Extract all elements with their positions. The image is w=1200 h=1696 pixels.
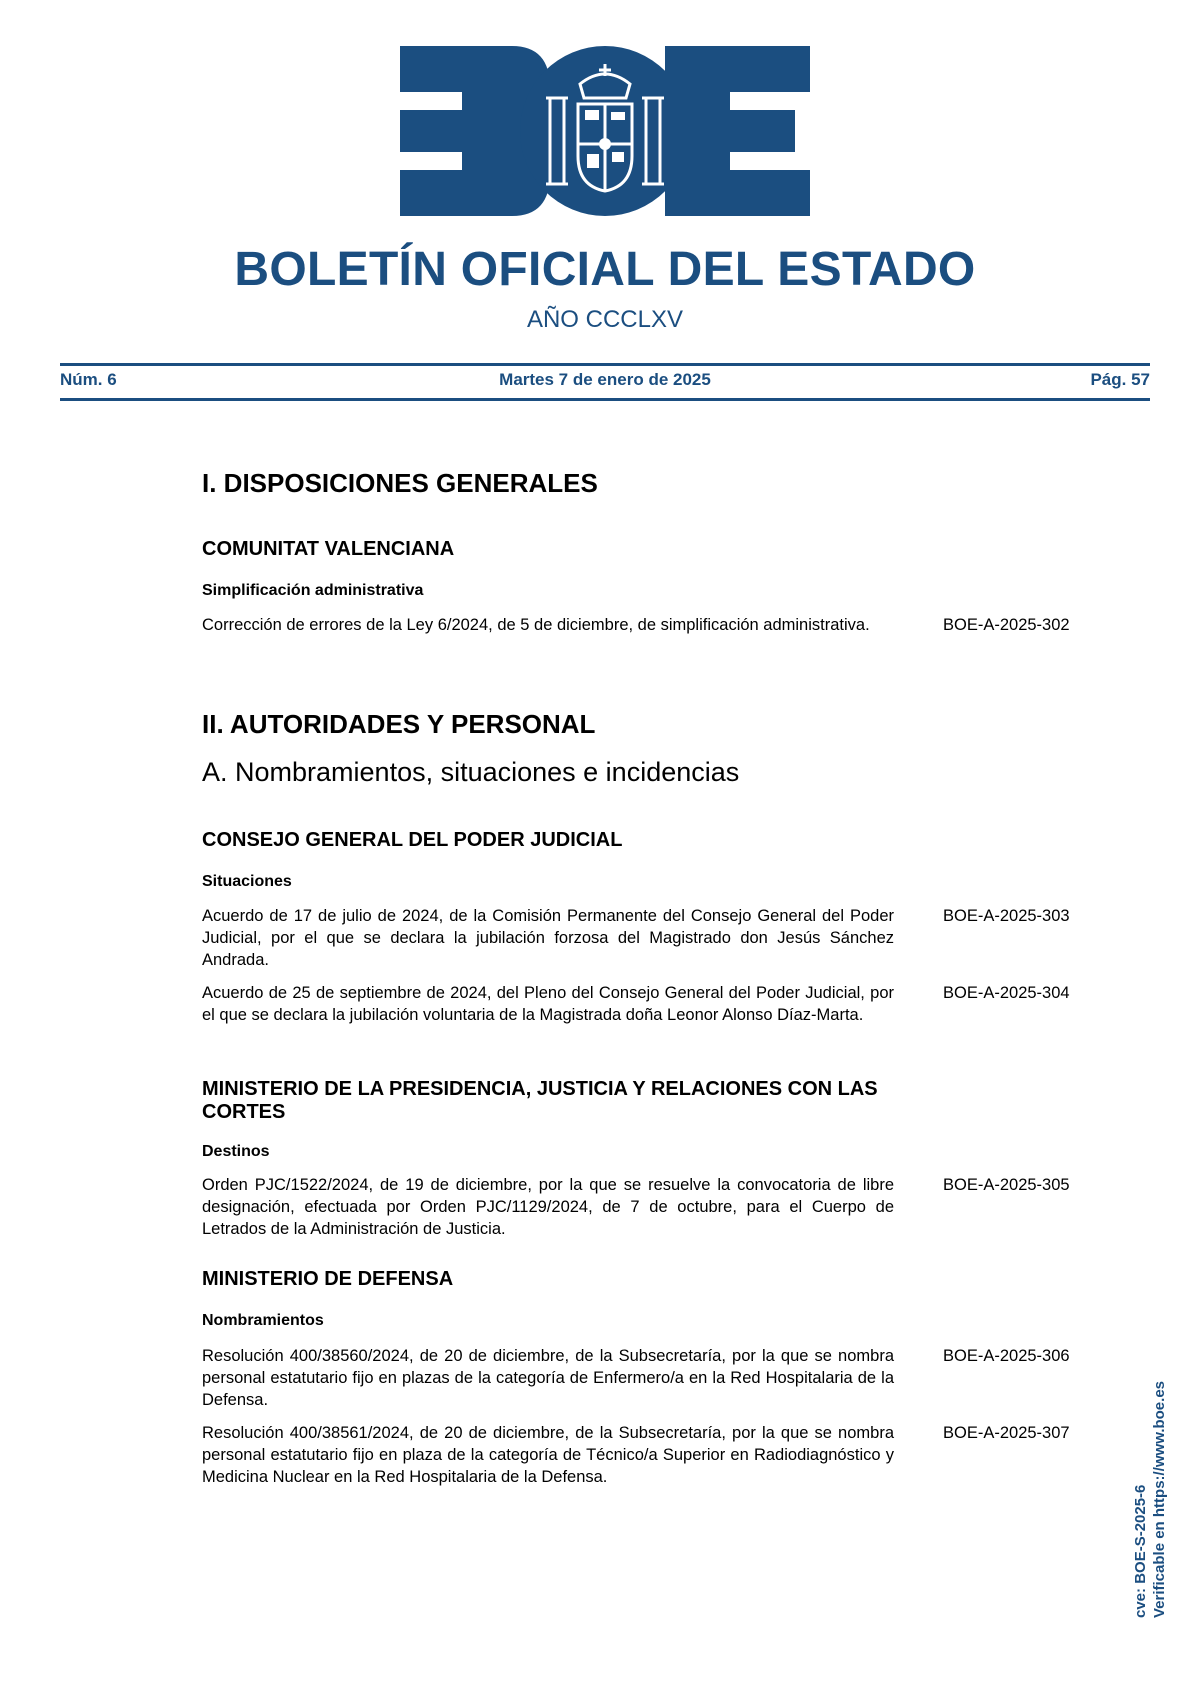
entry-id: BOE-A-2025-302 bbox=[943, 616, 1070, 634]
section-title: II. AUTORIDADES Y PERSONAL bbox=[202, 709, 596, 739]
entry-text: Resolución 400/38561/2024, de 20 de diciembre, de la Subsecretaría, por la que se nombra personal estatutario fijo en plaza de la categoría de Técnico/a Superior en Radiodiagnóstico y Medicina Nuclear en la Red Hospitalaria de la Defensa. bbox=[202, 1424, 894, 1486]
verify-url[interactable]: Verificable en https://www.boe.es bbox=[1151, 1380, 1168, 1618]
bulletin-title: BOLETÍN OFICIAL DEL ESTADO bbox=[234, 243, 976, 296]
organization-heading: MINISTERIO DE LA PRESIDENCIA, JUSTICIA Y RELACIONES CON LAS CORTES bbox=[202, 1078, 878, 1123]
entry-id: BOE-A-2025-307 bbox=[943, 1424, 1070, 1442]
category-heading: Nombramientos bbox=[202, 1312, 324, 1329]
section-title: I. DISPOSICIONES GENERALES bbox=[202, 468, 598, 498]
category-heading: Simplificación administrativa bbox=[202, 582, 424, 599]
header-rule-bottom bbox=[60, 398, 1150, 401]
entry-text: Orden PJC/1522/2024, de 19 de diciembre, por la que se resuelve la convocatoria de libre designación, efectuada por Orden PJC/1129/2024, de 7 de octubre, para el Cuerpo de Letrados de la Administración de Justicia. bbox=[202, 1176, 894, 1238]
entry-text: Acuerdo de 17 de julio de 2024, de la Comisión Permanente del Consejo General del Poder Judicial, por el que se declara la jubilación forzosa del Magistrado don Jesús Sánchez Andrada. bbox=[202, 907, 894, 969]
issue-number: Núm. 6 bbox=[60, 370, 117, 389]
entry-id: BOE-A-2025-306 bbox=[943, 1347, 1070, 1365]
entry-text: Resolución 400/38560/2024, de 20 de diciembre, de la Subsecretaría, por la que se nombra personal estatutario fijo en plazas de la categoría de Enfermero/a en la Red Hospitalaria de la Defensa. bbox=[202, 1347, 894, 1409]
entry-id: BOE-A-2025-305 bbox=[943, 1176, 1070, 1194]
category-heading: Destinos bbox=[202, 1143, 270, 1160]
entry-text: Acuerdo de 25 de septiembre de 2024, del Pleno del Consejo General del Poder Judicial, por el que se declara la jubilación voluntaria de la Magistrada doña Leonor Alonso Díaz-Marta. bbox=[202, 984, 894, 1024]
category-heading: Situaciones bbox=[202, 873, 292, 890]
boe-logo bbox=[400, 46, 810, 216]
organization-heading: CONSEJO GENERAL DEL PODER JUDICIAL bbox=[202, 829, 623, 851]
page-number: Pág. 57 bbox=[1090, 370, 1150, 389]
subsection-title: A. Nombramientos, situaciones e incidencias bbox=[202, 757, 740, 787]
cve-code: cve: BOE-S-2025-6 bbox=[1132, 1484, 1149, 1618]
entry-id: BOE-A-2025-304 bbox=[943, 984, 1070, 1002]
organization-heading: MINISTERIO DE DEFENSA bbox=[202, 1268, 454, 1290]
verification-footer bbox=[1131, 1318, 1181, 1618]
bulletin-year: AÑO CCCLXV bbox=[526, 306, 684, 333]
organization-heading: COMUNITAT VALENCIANA bbox=[202, 538, 455, 560]
entry-text: Corrección de errores de la Ley 6/2024, de 5 de diciembre, de simplificación administrativa. bbox=[202, 616, 870, 634]
issue-date: Martes 7 de enero de 2025 bbox=[499, 370, 711, 389]
header-rule-top bbox=[60, 363, 1150, 366]
entry-id: BOE-A-2025-303 bbox=[943, 907, 1070, 925]
